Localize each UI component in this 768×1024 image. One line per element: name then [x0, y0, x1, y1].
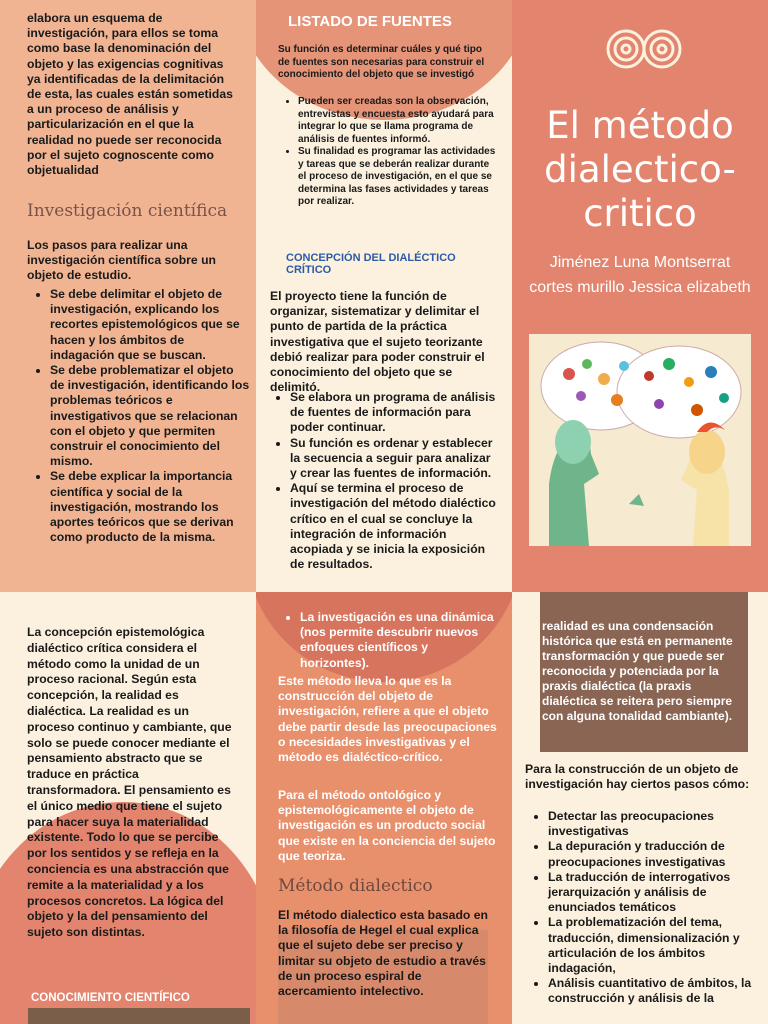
panel-listado-fuentes — [256, 0, 512, 592]
list-item: • Se elabora un programa de análisis de fuentes de información para poder continuar. — [290, 390, 500, 436]
panel2-lead: El proyecto tiene la función de organizar, sistematizar y delimitar el punto de partida de la práctica investigativa que el sujeto teorizante debió realizar para poder construir el conocimiento del objeto que se delimitó. — [270, 289, 485, 395]
dialogue-illustration — [529, 334, 751, 546]
panel1-intro: elabora un esquema de investigación, para ellos se toma como base la denominación del objeto y las exigencias cognitivas ya identificadas de la delimitación de esta, las cuales están sometidas a un proceso de análisis y particularización en el que la realidad no puede ser reconocida por el sujeto cognoscente como objetualidad — [27, 11, 233, 178]
list-item: • Análisis cuantitativo de ámbitos, la construcción y análisis de la — [548, 976, 760, 1006]
panel2-intro: Su función es determinar cuáles y qué tipo de fuentes son necesarias para construir el conocimiento del objeto que se investigó — [278, 44, 485, 80]
cover-title: El método dialectico-critico — [544, 104, 736, 235]
panel-cover — [512, 0, 768, 592]
panel2-subtitle: CONCEPCIÓN DEL DIALÉCTICO CRÍTICO — [286, 252, 456, 276]
panel1-lead: Los pasos para realizar una investigación científica sobre un objeto de estudio. — [27, 238, 216, 283]
panel4-photo-strip — [28, 1008, 250, 1024]
list-item: • La depuración y traducción de preocupaciones investigativas — [548, 839, 760, 869]
cover-authors: Jiménez Luna Montserrat cortes murillo Jessica elizabeth — [529, 254, 751, 296]
list-item: • La investigación es una dinámica (nos permite descubrir nuevos enfoques científicos y horizontes). — [300, 610, 500, 671]
panel5-body1: Este método lleva lo que es la construcción del objeto de investigación, refiere a que el objeto debe partir desde las preocupaciones o necesidades investigativas y el método es dialéctico-crítico. — [278, 674, 497, 765]
panel6-steps-list — [512, 809, 760, 1007]
list-item: • Pueden ser creadas son la observación, entrevistas y encuesta esto ayudará para integrar lo que se llama programa de análisis de fuentes informó. — [298, 96, 498, 146]
panel-construccion-objeto — [512, 592, 768, 1024]
panel-investigacion-cientifica — [0, 0, 256, 592]
panel-concepcion-epistemologica — [0, 592, 256, 1024]
panel2-title: LISTADO DE FUENTES — [288, 13, 452, 30]
list-item: • Se debe explicar la importancia científica y social de la investigación, mostrando los aportes teóricos que se derivan como producto de la misma. — [50, 469, 250, 545]
list-item: • La problematización del tema, traducción, dimensionalización y articulación de los ámbitos indagación, — [548, 915, 760, 976]
list-item: • La traducción de interrogativos jerarquización y análisis de enunciados temáticos — [548, 870, 760, 916]
panel5-body2: Para el método ontológico y epistemológicamente el objeto de investigación es un producto social que existe en la conciencia del sujeto que teoriza. — [278, 788, 496, 863]
panel5-list — [260, 610, 500, 671]
spiral-logo-icon — [604, 26, 684, 72]
panel5-body3: El método dialectico esta basado en la filosofía de Hegel el cual explica que el sujeto debe ser preciso y limitar su objeto de estudio a través de un proceso espiral de acercamiento intelectivo. — [278, 908, 488, 999]
list-item: • Se debe delimitar el objeto de investigación, explicando los recortes epistemológicos que se hacen y los ámbitos de indagación que se buscan. — [50, 287, 250, 363]
list-item: • Aquí se termina el proceso de investigación del método dialéctico crítico en el cual se concluye la integración de información acopiada y se inicia la exposición de resultados. — [290, 481, 500, 572]
panel6-quote: realidad es una condensación histórica que está en permanente transformación y que puede ser reconocida y potenciada por la praxis dialéctica (la praxis dialéctica se reitera pero siempre con alguna tonalidad cambiante). — [542, 619, 733, 723]
list-item: • Su finalidad es programar las actividades y tareas que se deberán realizar durante el proceso de investigación, en el que se determina las fases actividades y tareas por realizar. — [298, 146, 498, 209]
panel2-list-2 — [256, 390, 500, 572]
panel2-list — [258, 96, 498, 209]
list-item: • Su función es ordenar y establecer la secuencia a seguir para analizar y crear las fuentes de información. — [290, 436, 500, 482]
panel6-lead: Para la construcción de un objeto de investigación hay ciertos pasos cómo: — [525, 762, 750, 792]
panel1-title: Investigación científica — [27, 201, 228, 221]
panel5-title: Método dialectico — [278, 876, 433, 896]
panel4-body: La concepción epistemológica dialéctico crítica considera el método como la unidad de un proceso racional. Según esta concepción, la realidad es dialéctica. La realidad es un proceso continuo y cambiante, que solo se puede conocer mediante el pensamiento abstracto que se traduce en práctica transformadora. El pensamiento es el único medio que tiene el sujeto para hacer suya la materialidad existente. Todo lo que se percibe por los sentidos y se refleja en la conciencia es una abstracción que remite a la materialidad y a los procesos concretos. La lógica del objeto y la del pensamiento del sujeto son distintas. — [27, 625, 232, 940]
list-item: • Detectar las preocupaciones investigativas — [548, 809, 760, 839]
panel4-footer-title: CONOCIMIENTO CIENTÍFICO — [31, 992, 190, 1004]
list-item: • Se debe problematizar el objeto de investigación, identificando los problemas teóricos e investigativos que se relacionan con el objeto y que permiten construir el conocimiento del mismo. — [50, 363, 250, 469]
panel1-steps-list — [10, 287, 250, 545]
panel-metodo-dialectico — [256, 592, 512, 1024]
